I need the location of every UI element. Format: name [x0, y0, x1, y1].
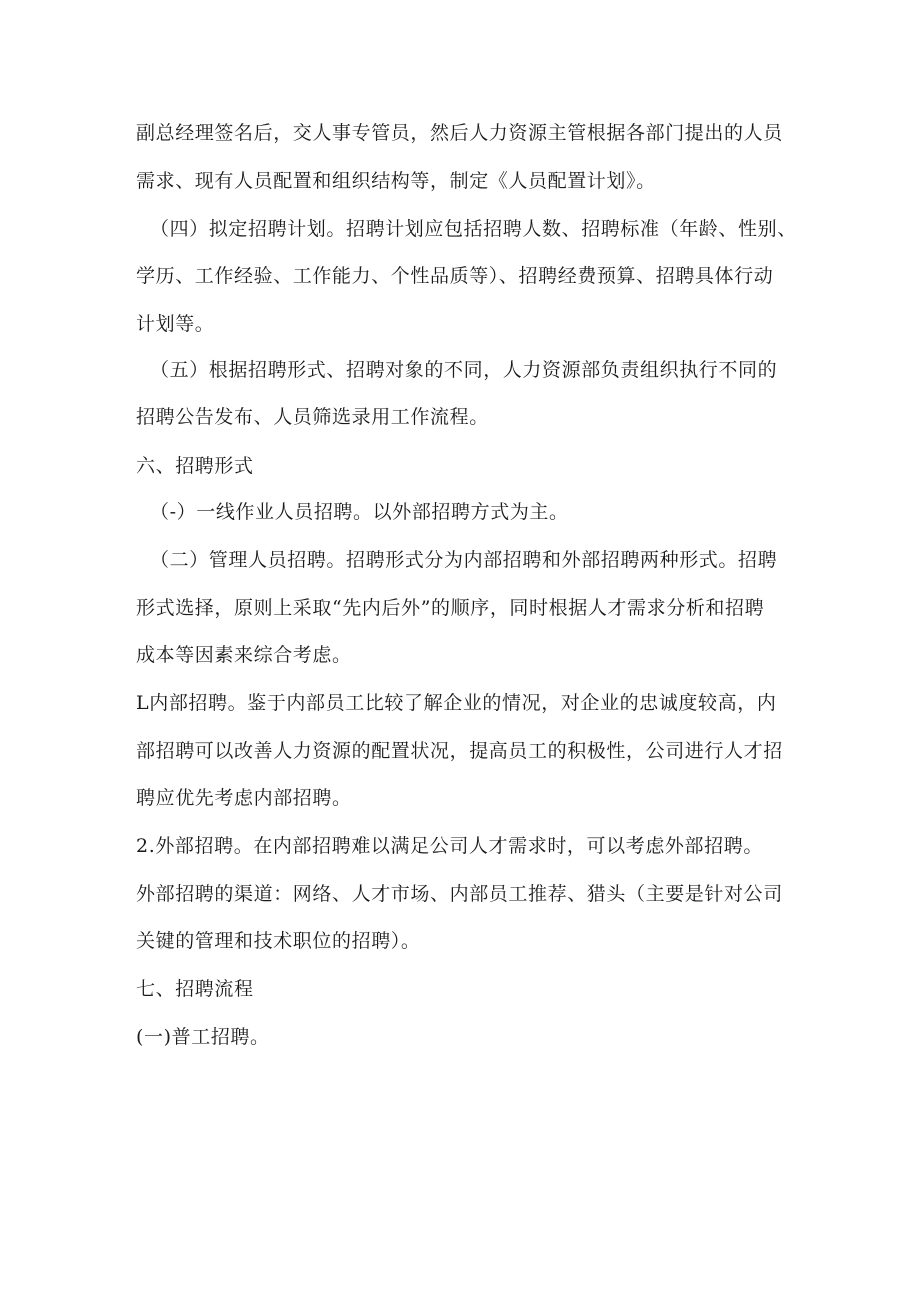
paragraph-line: 招聘公告发布、人员筛选录用工作流程。: [136, 406, 489, 428]
paragraph-line: 计划等。: [136, 313, 215, 335]
chapter-heading-6: 六、招聘形式: [136, 455, 254, 477]
paragraph-line: 聘应优先考虑内部招聘。: [136, 787, 352, 809]
paragraph-line: 学历、工作经验、工作能力、个性品质等）、招聘经费预算、招聘具体行动: [136, 265, 774, 287]
item-internal-recruitment: L内部招聘。鉴于内部员工比较了解企业的情况，对企业的忠诚度较高，内: [136, 692, 777, 714]
subsection-2: （二）管理人员招聘。招聘形式分为内部招聘和外部招聘两种形式。招聘: [150, 549, 778, 571]
paragraph-line: 外部招聘的渠道：网络、人才市场、内部员工推荐、猎头（主要是针对公司: [136, 883, 783, 905]
section-heading-5: （五）根据招聘形式、招聘对象的不同，人力资源部负责组织执行不同的: [150, 359, 778, 381]
paragraph-line: 需求、现有人员配置和组织结构等，制定《人员配置计划》。: [136, 170, 656, 192]
paragraph-line: 成本等因素来综合考虑。: [136, 644, 352, 666]
paragraph-line: 关键的管理和技术职位的招聘）。: [136, 930, 421, 952]
section-heading-4: （四）拟定招聘计划。招聘计划应包括招聘人数、招聘标准（年龄、性别、: [150, 218, 797, 240]
subsection-1: （-）一线作业人员招聘。以外部招聘方式为主。: [150, 501, 569, 523]
chapter-heading-7: 七、招聘流程: [136, 978, 254, 1000]
subsection-general-labor: (一)普工招聘。: [136, 1026, 270, 1048]
paragraph-line: 形式选择，原则上采取“先内后外”的顺序，同时根据人才需求分析和招聘: [136, 597, 765, 619]
item-external-recruitment: 2.外部招聘。在内部招聘难以满足公司人才需求时，可以考虑外部招聘。: [136, 835, 763, 857]
paragraph-line: 副总经理签名后，交人事专管员，然后人力资源主管根据各部门提出的人员: [136, 122, 783, 144]
paragraph-line: 部招聘可以改善人力资源的配置状况，提高员工的积极性，公司进行人才招: [136, 740, 783, 762]
